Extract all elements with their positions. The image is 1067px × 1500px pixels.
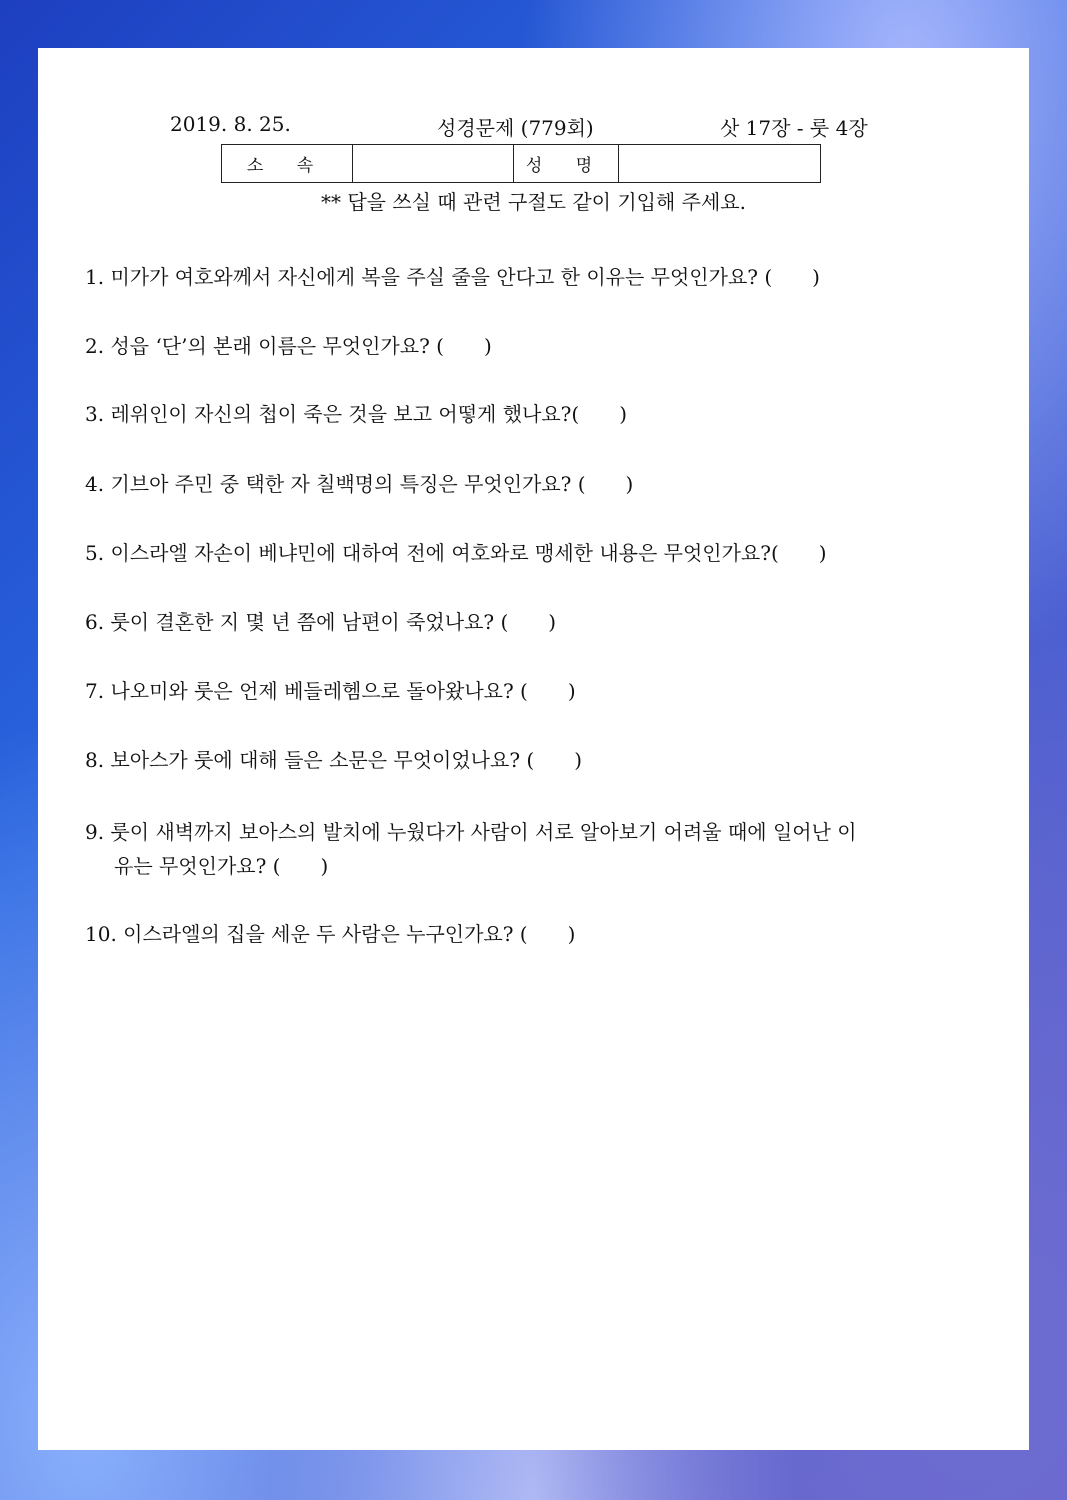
question-number: 9. <box>85 820 105 844</box>
question-text: 보아스가 룻에 대해 들은 소문은 무엇이었나요? ( ) <box>110 748 583 772</box>
name-label: 성 명 <box>514 145 619 183</box>
question-10 <box>85 917 575 952</box>
header-date: 2019. 8. 25. <box>170 112 291 136</box>
name-field[interactable] <box>619 145 821 183</box>
question-text: 미가가 여호와께서 자신에게 복을 주실 줄을 안다고 한 이유는 무엇인가요? ( ) <box>110 265 820 289</box>
question-number: 6. <box>85 610 105 634</box>
question-5 <box>85 536 827 571</box>
question-7 <box>85 674 576 709</box>
worksheet-header <box>0 112 1067 140</box>
affiliation-label: 소 속 <box>222 145 353 183</box>
question-1 <box>85 260 820 295</box>
question-text: 룻이 결혼한 지 몇 년 쯤에 남편이 죽었나요? ( ) <box>110 610 557 634</box>
question-text: 성읍 ‘단’의 본래 이름은 무엇인가요? ( ) <box>110 334 492 358</box>
header-scripture-range: 삿 17장 - 룻 4장 <box>720 116 868 140</box>
question-3 <box>85 397 627 432</box>
instruction-note: ** 답을 쓰실 때 관련 구절도 같이 기입해 주세요. <box>321 190 746 214</box>
question-text: 나오미와 룻은 언제 베들레헴으로 돌아왔나요? ( ) <box>110 679 576 703</box>
question-2 <box>85 329 492 364</box>
question-number: 4. <box>85 472 105 496</box>
affiliation-field[interactable] <box>353 145 514 183</box>
header-title: 성경문제 (779회) <box>437 116 594 140</box>
question-6 <box>85 605 556 640</box>
info-table <box>221 144 821 183</box>
question-text: 이스라엘의 집을 세운 두 사람은 누구인가요? ( ) <box>123 922 576 946</box>
question-8 <box>85 743 582 778</box>
question-9 <box>85 815 985 883</box>
question-number: 7. <box>85 679 105 703</box>
question-text: 레위인이 자신의 첩이 죽은 것을 보고 어떻게 했나요?( ) <box>110 402 628 426</box>
question-number: 5. <box>85 541 105 565</box>
question-number: 1. <box>85 265 105 289</box>
question-number: 10. <box>85 922 117 946</box>
question-text-line2: 유는 무엇인가요? ( ) <box>114 854 329 878</box>
question-number: 2. <box>85 334 105 358</box>
question-number: 8. <box>85 748 105 772</box>
question-number: 3. <box>85 402 105 426</box>
question-text-line1: 룻이 새벽까지 보아스의 발치에 누웠다가 사람이 서로 알아보기 어려울 때에 일어난 이 <box>110 820 857 844</box>
question-text: 기브아 주민 중 택한 자 칠백명의 특징은 무엇인가요? ( ) <box>110 472 634 496</box>
question-4 <box>85 467 633 502</box>
question-text: 이스라엘 자손이 베냐민에 대하여 전에 여호와로 맹세한 내용은 무엇인가요?( ) <box>110 541 827 565</box>
